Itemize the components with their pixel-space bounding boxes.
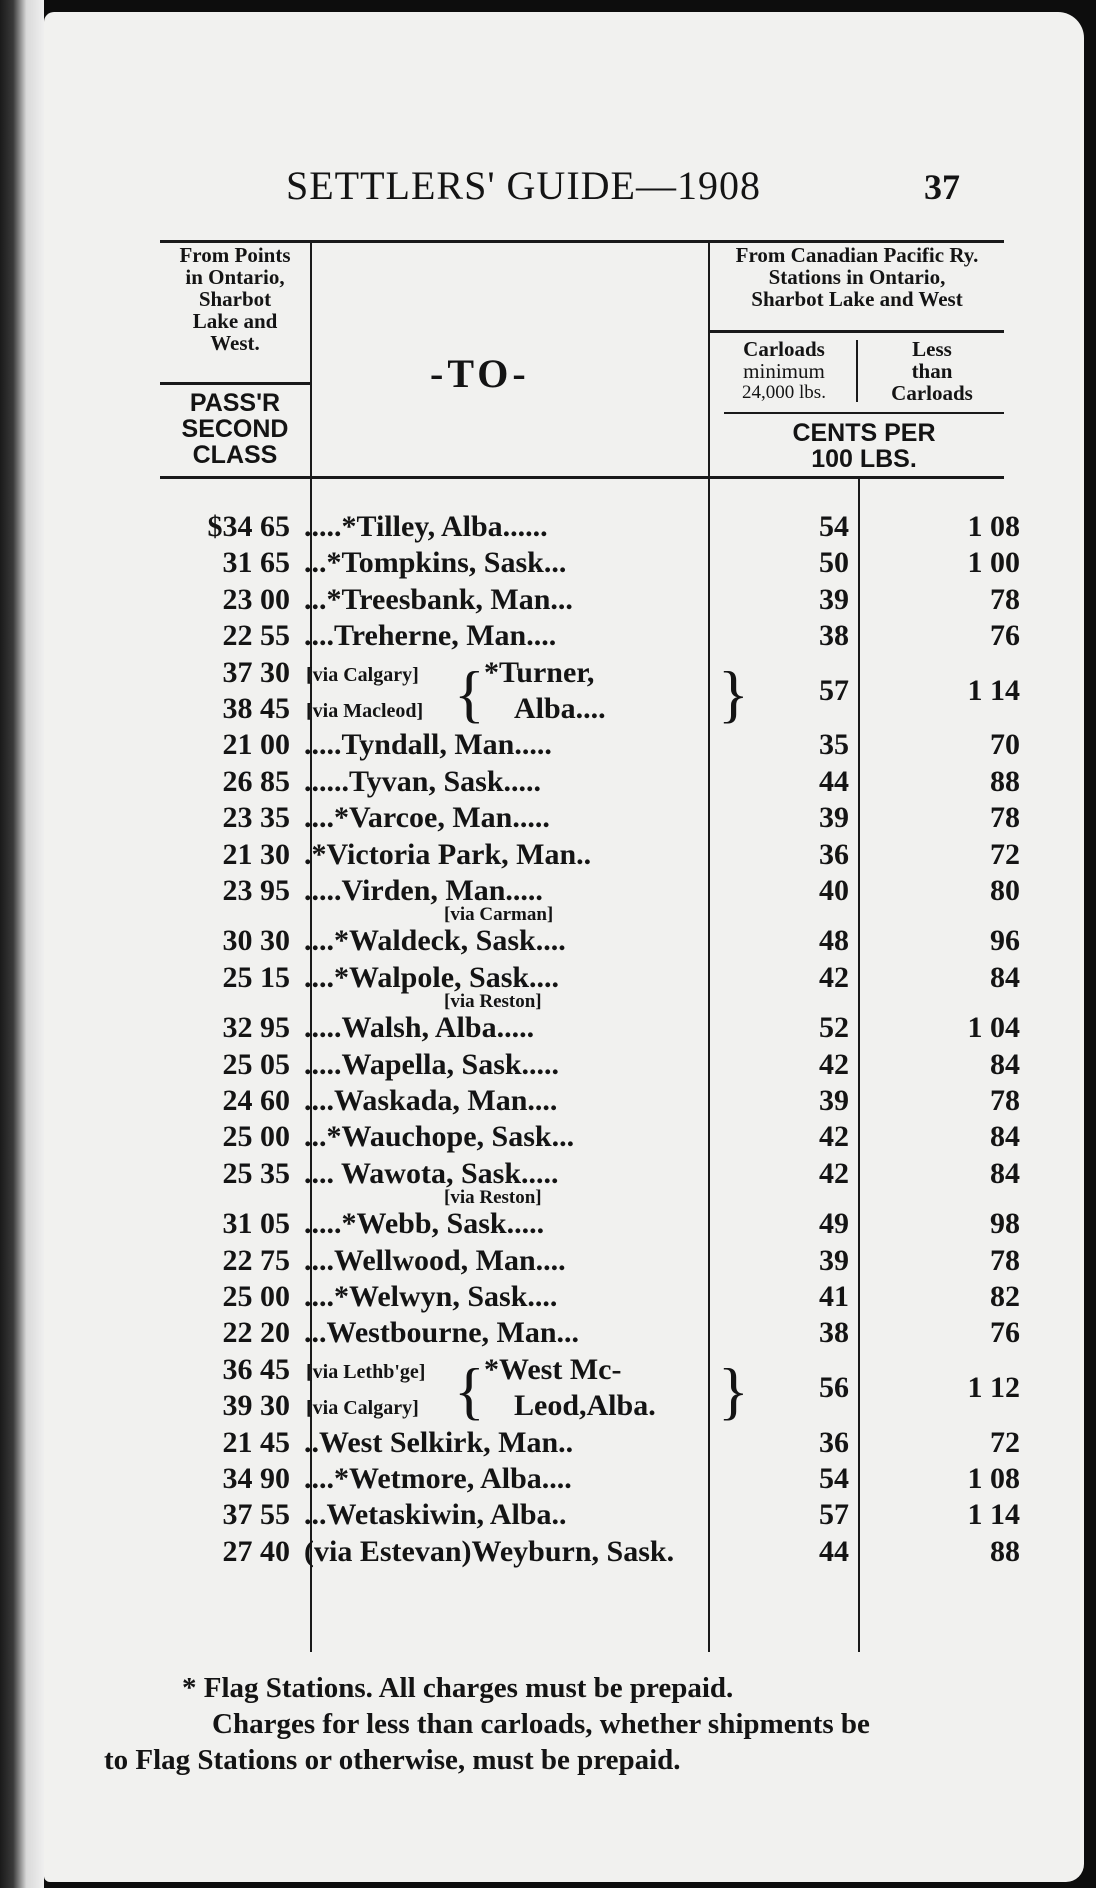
destination-name: ..West Selkirk, Man.. bbox=[304, 1425, 574, 1459]
less-than-carload-rate: 76 bbox=[990, 619, 1020, 653]
less-than-carload-rate: 88 bbox=[990, 764, 1020, 798]
destination-name: ...*Tompkins, Sask... bbox=[304, 546, 567, 580]
less-than-carload-rate: 1 04 bbox=[967, 1011, 1020, 1045]
table-row bbox=[114, 1425, 1020, 1462]
carload-rate: 42 bbox=[819, 1120, 849, 1154]
destination-name: (via Estevan)Weyburn, Sask. bbox=[304, 1534, 675, 1568]
destination-name: ......Tyvan, Sask..... bbox=[304, 764, 542, 798]
destination-name: .....Tyndall, Man..... bbox=[304, 728, 552, 762]
table-row bbox=[114, 837, 1020, 874]
table-row bbox=[114, 1389, 1004, 1425]
fare-value: 34 90 bbox=[222, 1462, 290, 1495]
carload-rate: 49 bbox=[819, 1207, 849, 1241]
destination-name: ...*Wauchope, Sask... bbox=[304, 1120, 575, 1154]
fare-value: 23 35 bbox=[222, 801, 290, 835]
less-than-carload-rate: 78 bbox=[990, 1243, 1020, 1277]
destination-name: ...Westbourne, Man... bbox=[304, 1316, 580, 1350]
fare-value: 26 85 bbox=[222, 764, 290, 798]
running-title: SETTLERS' GUIDE—1908 bbox=[286, 163, 761, 208]
table-row bbox=[114, 1534, 1020, 1571]
routing-note: [via Reston] bbox=[444, 1187, 542, 1209]
carload-rate: 38 bbox=[819, 1316, 849, 1350]
table-row bbox=[114, 1120, 1020, 1156]
routing-note: [via Calgary] bbox=[306, 1397, 419, 1420]
table-row bbox=[114, 960, 1020, 997]
destination-name: ....*Varcoe, Man..... bbox=[304, 801, 550, 835]
routing-note: [via Calgary] bbox=[306, 663, 419, 686]
fare-value: 39 30 bbox=[222, 1389, 290, 1423]
table-row bbox=[114, 1047, 1020, 1084]
fare-column-header: From Points in Ontario, Sharbot Lake and West. bbox=[179, 243, 291, 355]
fare-value: 25 00 bbox=[222, 1280, 290, 1313]
less-than-carload-rate: 70 bbox=[990, 728, 1020, 762]
less-than-carload-rate: 82 bbox=[990, 1280, 1020, 1313]
less-than-carload-rate: 72 bbox=[990, 1425, 1020, 1459]
destination-name: ....*Waldeck, Sask.... bbox=[304, 924, 566, 958]
destination-name: ....Waskada, Man.... bbox=[304, 1084, 558, 1117]
table-row bbox=[114, 991, 1020, 1047]
less-than-carload-rate: 84 bbox=[990, 960, 1020, 994]
carload-rate: 38 bbox=[819, 619, 849, 653]
grouping-brace: { bbox=[454, 657, 485, 729]
destination-name: ...Wetaskiwin, Alba.. bbox=[304, 1498, 567, 1532]
routing-note: [via Macleod] bbox=[306, 700, 424, 722]
table-row bbox=[114, 764, 1020, 801]
less-than-carload-rate: 78 bbox=[990, 1084, 1020, 1117]
fare-value: 36 45 bbox=[222, 1352, 290, 1386]
grouping-brace: { bbox=[454, 1354, 485, 1426]
fare-value: 30 30 bbox=[222, 924, 290, 958]
less-than-carload-rate: 80 bbox=[990, 874, 1020, 907]
carload-rate: 41 bbox=[819, 1280, 849, 1313]
fare-value: 27 40 bbox=[222, 1534, 290, 1568]
footnote bbox=[104, 1670, 1004, 1778]
rate-units-header: CENTS PER 100 LBS. bbox=[792, 419, 936, 473]
fare-value: 23 95 bbox=[222, 874, 290, 907]
less-than-carload-header: Less than Carloads bbox=[891, 337, 973, 405]
carload-rate: 42 bbox=[819, 960, 849, 994]
carload-rate: 54 bbox=[819, 1462, 849, 1495]
fare-value: 21 45 bbox=[222, 1425, 290, 1459]
fare-value: 37 30 bbox=[222, 655, 290, 689]
carload-rate: 39 bbox=[819, 1243, 849, 1277]
less-than-carload-rate: 96 bbox=[990, 924, 1020, 958]
table-row bbox=[114, 1084, 1020, 1120]
carload-rate: 54 bbox=[819, 510, 849, 543]
page-header bbox=[44, 162, 1084, 222]
destination-name: ....Wellwood, Man.... bbox=[304, 1243, 566, 1277]
fare-value: 22 75 bbox=[222, 1243, 290, 1277]
carload-rate: 42 bbox=[819, 1047, 849, 1081]
fare-value: 21 30 bbox=[222, 837, 290, 871]
table-row bbox=[114, 1280, 1020, 1316]
footnote-line-3: to Flag Stations or otherwise, must be prepaid. bbox=[104, 1744, 681, 1776]
fare-value: 24 60 bbox=[222, 1084, 290, 1117]
fare-value: 38 45 bbox=[222, 692, 290, 725]
carload-rate: 39 bbox=[819, 582, 849, 616]
table-row bbox=[114, 801, 1020, 837]
table-row bbox=[114, 582, 1020, 619]
carload-rate: 44 bbox=[819, 764, 849, 798]
table-row bbox=[114, 619, 1020, 655]
to-column-header: -TO- bbox=[430, 351, 530, 396]
destination-name: *Turner, bbox=[484, 655, 595, 689]
destination-name: .....Virden, Man..... bbox=[304, 874, 543, 907]
less-than-carload-rate: 1 14 bbox=[967, 1498, 1020, 1532]
destination-name: .... Wawota, Sask..... bbox=[304, 1156, 559, 1190]
grouping-brace: } bbox=[718, 1354, 749, 1426]
less-than-carload-rate: 88 bbox=[990, 1534, 1020, 1568]
table-row bbox=[114, 546, 1020, 582]
fare-value: 37 55 bbox=[222, 1498, 290, 1532]
destination-name: ....*Welwyn, Sask.... bbox=[304, 1280, 558, 1313]
fare-value: 25 00 bbox=[222, 1120, 290, 1154]
destination-name: Alba.... bbox=[514, 692, 606, 725]
destination-name: .*Victoria Park, Man.. bbox=[304, 837, 592, 871]
table-row bbox=[114, 692, 1004, 728]
table-row bbox=[114, 1316, 1020, 1352]
footnote-line-2: Charges for less than carloads, whether shipments be bbox=[212, 1708, 870, 1740]
less-than-carload-rate: 84 bbox=[990, 1156, 1020, 1190]
carload-rate: 50 bbox=[819, 546, 849, 580]
fare-value: 31 05 bbox=[222, 1207, 290, 1241]
less-than-carload-rate: 1 08 bbox=[967, 510, 1020, 543]
less-than-carload-rate: 1 14 bbox=[967, 673, 1020, 707]
fare-value: 23 00 bbox=[222, 582, 290, 616]
destination-name: ....*Wetmore, Alba.... bbox=[304, 1462, 572, 1495]
book-spine bbox=[0, 0, 44, 1888]
routing-note: [via Lethb'ge] bbox=[306, 1360, 426, 1383]
routing-note: [via Carman] bbox=[444, 904, 554, 926]
table-row bbox=[114, 1187, 1020, 1243]
table-row bbox=[114, 904, 1020, 960]
carload-rate: 52 bbox=[819, 1011, 849, 1045]
destination-name: .....*Tilley, Alba...... bbox=[304, 510, 548, 543]
carload-header: Carloads minimum 24,000 lbs. bbox=[742, 337, 826, 403]
fare-class-header: PASS'R SECOND CLASS bbox=[181, 389, 289, 469]
fare-value: $34 65 bbox=[207, 510, 290, 543]
less-than-carload-rate: 72 bbox=[990, 837, 1020, 871]
freight-column-header: From Canadian Pacific Ry. Stations in Ontario, Sharbot Lake and West bbox=[735, 243, 979, 311]
fare-value: 31 65 bbox=[222, 546, 290, 580]
destination-name: .....Wapella, Sask..... bbox=[304, 1047, 560, 1081]
less-than-carload-rate: 98 bbox=[990, 1207, 1020, 1241]
page-number: 37 bbox=[924, 167, 960, 207]
book-page bbox=[44, 12, 1084, 1882]
table-row bbox=[114, 510, 1020, 546]
routing-note: [via Reston] bbox=[444, 991, 542, 1013]
less-than-carload-rate: 76 bbox=[990, 1316, 1020, 1350]
less-than-carload-rate: 1 08 bbox=[967, 1462, 1020, 1495]
carload-rate: 56 bbox=[819, 1370, 849, 1404]
fare-value: 21 00 bbox=[222, 728, 290, 762]
footnote-line-1: * Flag Stations. All charges must be prepaid. bbox=[182, 1672, 734, 1704]
destination-name: *West Mc- bbox=[484, 1352, 622, 1386]
destination-name: ....*Walpole, Sask.... bbox=[304, 960, 560, 994]
destination-name: Leod,Alba. bbox=[514, 1389, 656, 1423]
fare-value: 22 20 bbox=[222, 1316, 290, 1350]
carload-rate: 57 bbox=[819, 1498, 849, 1532]
table-row bbox=[114, 874, 1020, 910]
carload-rate: 57 bbox=[819, 673, 849, 707]
destination-name: ...*Treesbank, Man... bbox=[304, 582, 573, 616]
carload-rate: 44 bbox=[819, 1534, 849, 1568]
less-than-carload-rate: 84 bbox=[990, 1120, 1020, 1154]
destination-name: .....Walsh, Alba..... bbox=[304, 1011, 535, 1045]
table-row bbox=[114, 1462, 1020, 1498]
carload-rate: 36 bbox=[819, 1425, 849, 1459]
carload-rate: 39 bbox=[819, 801, 849, 835]
table-row bbox=[114, 728, 1020, 764]
destination-name: .....*Webb, Sask..... bbox=[304, 1207, 545, 1241]
carload-rate: 48 bbox=[819, 924, 849, 958]
fare-value: 25 35 bbox=[222, 1156, 290, 1190]
grouping-brace: } bbox=[718, 657, 749, 729]
fare-value: 32 95 bbox=[222, 1011, 290, 1045]
carload-rate: 42 bbox=[819, 1156, 849, 1190]
less-than-carload-rate: 78 bbox=[990, 582, 1020, 616]
carload-rate: 35 bbox=[819, 728, 849, 762]
fare-value: 25 15 bbox=[222, 960, 290, 994]
fare-value: 22 55 bbox=[222, 619, 290, 653]
carload-rate: 39 bbox=[819, 1084, 849, 1117]
less-than-carload-rate: 1 12 bbox=[967, 1370, 1020, 1404]
carload-rate: 40 bbox=[819, 874, 849, 907]
carload-rate: 36 bbox=[819, 837, 849, 871]
less-than-carload-rate: 1 00 bbox=[967, 546, 1020, 580]
less-than-carload-rate: 84 bbox=[990, 1047, 1020, 1081]
table-row bbox=[114, 1243, 1020, 1280]
table-row bbox=[114, 1156, 1020, 1193]
destination-name: ....Treherne, Man.... bbox=[304, 619, 557, 653]
less-than-carload-rate: 78 bbox=[990, 801, 1020, 835]
table-row bbox=[114, 1498, 1020, 1534]
fare-value: 25 05 bbox=[222, 1047, 290, 1081]
